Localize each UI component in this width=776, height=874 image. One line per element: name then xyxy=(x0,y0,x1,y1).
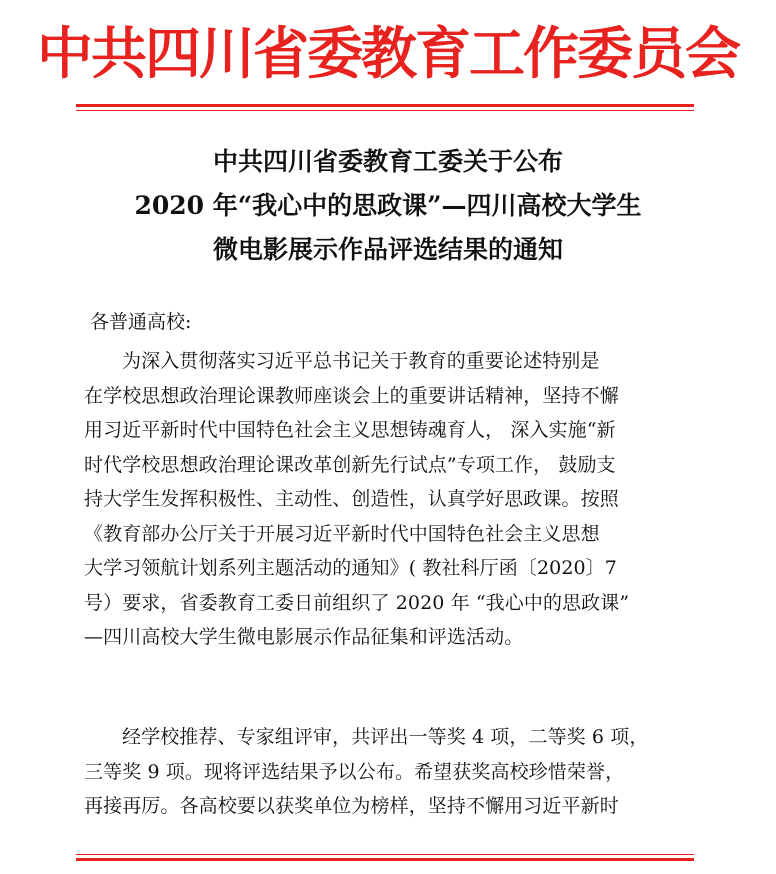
title-line-1: 中共四川省委教育工委关于公布 xyxy=(212,147,563,176)
paragraph-line: 大学习领航计划系列主题活动的通知》( 教社科厅函〔2020〕7 xyxy=(84,557,617,579)
paragraph-line: 为深入贯彻落实习近平总书记关于教育的重要论述特别是 xyxy=(122,350,600,372)
paragraph-line: 时代学校思想政治理论课改革创新先行试点”专项工作， 鼓励支 xyxy=(84,453,616,476)
header-rule-thin xyxy=(76,110,694,111)
title-line-2: 2020 年“我心中的思政课”—四川高校大学生 xyxy=(134,191,642,220)
paragraph-line: 再接再厉。各高校要以获奖单位为榜样，坚持不懈用习近平新时 xyxy=(84,795,619,817)
masthead-title: 中共四川省委教育工作委员会 xyxy=(37,21,739,87)
paragraph-line: 用习近平新时代中国特色社会主义思想铸魂育人， 深入实施“新 xyxy=(84,419,616,441)
paragraph-line: 持大学生发挥积极性、主动性、创造性，认真学好思政课。按照 xyxy=(84,488,619,510)
paragraph-1 xyxy=(84,344,684,655)
document-title xyxy=(40,140,736,272)
paragraph-line: 经学校推荐、专家组评审，共评出一等奖 4 项，二等奖 6 项， xyxy=(122,726,649,748)
paragraph-line: 号）要求，省委教育工委日前组织了 2020 年 “我心中的思政课” xyxy=(84,591,630,614)
paragraph-2 xyxy=(84,720,684,824)
paragraph-line: —四川高校大学生微电影展示作品征集和评选活动。 xyxy=(84,626,524,648)
title-line-3: 微电影展示作品评选结果的通知 xyxy=(212,235,563,264)
paragraph-line: 三等奖 9 项。现将评选结果予以公布。希望获奖高校珍惜荣誉， xyxy=(84,760,625,783)
footer-rule-thick xyxy=(76,858,694,861)
paragraph-line: 《教育部办公厅关于开展习近平新时代中国特色社会主义思想 xyxy=(84,522,600,545)
footer-rule-thin xyxy=(76,854,694,855)
salutation: 各普通高校: xyxy=(90,311,192,333)
paragraph-line: 在学校思想政治理论课教师座谈会上的重要讲话精神，坚持不懈 xyxy=(84,384,619,407)
header-rule-thick xyxy=(76,104,694,107)
